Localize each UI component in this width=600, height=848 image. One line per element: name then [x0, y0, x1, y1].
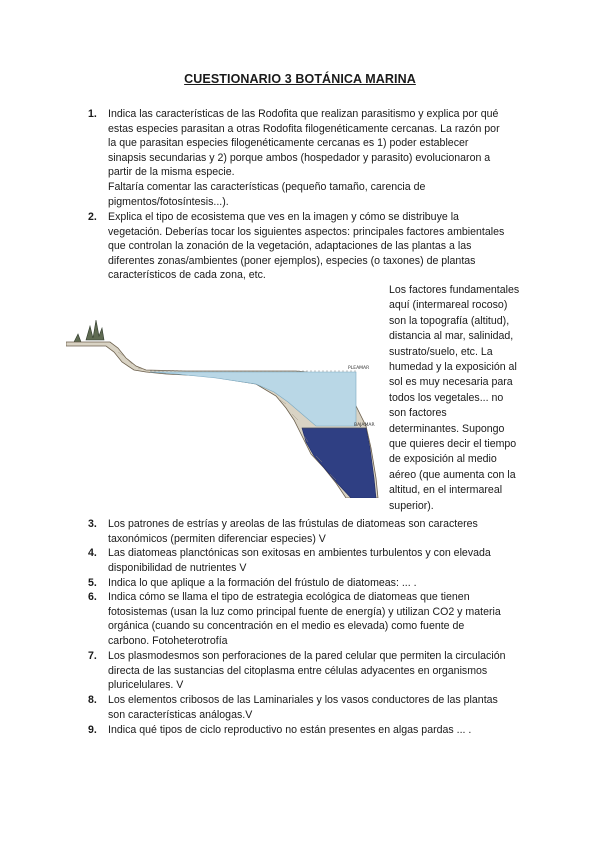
text-line: distancia al mar, salinidad, [389, 330, 514, 343]
question-1 [88, 107, 500, 209]
text-line: de exposición al medio [389, 453, 497, 466]
intertidal-figure [66, 308, 386, 498]
text-line: Los elementos cribosos de las Laminariales y los vasos conductores de las plantas [108, 694, 498, 706]
text-line: que quieres decir el tiempo [389, 438, 517, 451]
question-number: 4. [88, 547, 97, 559]
text-line: vegetación. Deberías tocar los siguientes aspectos: principales factores ambientales [108, 225, 505, 238]
text-line: sol es muy necesaria para [389, 376, 513, 389]
question-text [108, 517, 478, 546]
text-line: determinantes. Supongo [389, 422, 505, 435]
question-text [108, 649, 505, 693]
text-line: humedad y la exposición al [389, 361, 517, 374]
text-line: sustrato/suelo, etc. La [389, 345, 493, 358]
text-line: diferentes zonas/ambientes (poner ejemplos), especies (o taxones) de plantas [108, 254, 476, 267]
text-line: sinapsis secundarias y 2) porque ambos (hospedador y parasito) evolucionaron a [108, 151, 491, 164]
text-line: la que parasitan especies filogenéticamente cercanas es 1) poder establecer [108, 137, 469, 150]
text-line: característicos de cada zona, etc. [108, 269, 266, 282]
text-line: Indica las características de las Rodofita que realizan parasitismo y explica por qué [108, 108, 499, 120]
question-number: 5. [88, 577, 97, 589]
text-line: son factores [389, 407, 447, 420]
question-8 [88, 693, 498, 722]
teacher-comment [389, 283, 534, 514]
page-title: CUESTIONARIO 3 BOTÁNICA MARINA [184, 72, 416, 86]
text-line: fotosistemas (usan la luz como principal fuente de energía) y utilizan CO2 y materia [108, 605, 501, 618]
question-number: 6. [88, 591, 97, 603]
text-line: Indica qué tipos de ciclo reproductivo no están presentes en algas pardas ... . [108, 724, 472, 736]
question-text [108, 723, 471, 738]
text-line: Los patrones de estrías y areolas de las frústulas de diatomeas son caracteres [108, 518, 478, 530]
text-line: que controlan la zonación de la vegetación, adaptaciones de las plantas a las [108, 240, 472, 253]
intertidal-water [150, 372, 356, 426]
text-line: Indica lo que aplique a la formación del frústulo de diatomeas: ... . [108, 577, 417, 589]
text-line: directa de las sustancias del citoplasma entre células adyacentes en organismos [108, 664, 488, 677]
question-4 [88, 546, 491, 575]
text-line: son la topografía (altitud), [389, 314, 510, 327]
text-line: Indica cómo se llama el tipo de estrategia ecológica de diatomeas que tienen [108, 591, 470, 603]
text-line: son características análogas.V [108, 708, 253, 721]
text-line: orgánica (cuando su concentración en el medio es elevada) como fuente de [108, 620, 465, 633]
text-line: disponibilidad de nutrientes V [108, 561, 247, 574]
question-number: 8. [88, 694, 97, 706]
question-2 [88, 210, 504, 283]
text-line: pigmentos/fotosíntesis...). [108, 195, 229, 208]
text-line: altitud, en el intermareal [389, 484, 503, 497]
question-text [108, 107, 500, 209]
question-text [108, 546, 491, 575]
text-line: Explica el tipo de ecosistema que ves en la imagen y cómo se distribuye la [108, 211, 459, 223]
text-line: pluricelulares. V [108, 679, 184, 692]
question-7 [88, 649, 505, 693]
text-line: Los plasmodesmos son perforaciones de la pared celular que permiten la circulación [108, 650, 506, 662]
intertidal-diagram [66, 308, 386, 498]
text-line: taxonómicos (permiten diferenciar especies) V [108, 532, 326, 545]
question-text [108, 576, 417, 591]
low-tide-label: BAJAMAR [354, 423, 375, 428]
text-line: Faltaría comentar las características (pequeño tamaño, carencia de [108, 180, 426, 193]
question-5 [88, 576, 417, 591]
question-number: 2. [88, 211, 97, 223]
question-number: 3. [88, 518, 97, 530]
question-number: 9. [88, 724, 97, 736]
shrub-vegetation [74, 320, 104, 342]
question-6 [88, 590, 501, 648]
question-3 [88, 517, 478, 546]
question-text [108, 210, 504, 283]
question-text [108, 693, 498, 722]
question-text [108, 590, 501, 648]
text-line: Los factores fundamentales [389, 284, 520, 296]
question-number: 7. [88, 650, 97, 662]
text-line: aéreo (que aumenta con la [389, 468, 516, 481]
text-line: todos los vegetales... no [389, 391, 504, 404]
question-number: 1. [88, 108, 97, 120]
text-line: superior). [389, 499, 434, 512]
text-line: aquí (intermareal rocoso) [389, 299, 508, 312]
high-tide-label: PLEAMAR [348, 366, 370, 371]
question-9 [88, 723, 471, 738]
text-line: Las diatomeas planctónicas son exitosas en ambientes turbulentos y con elevada [108, 547, 491, 559]
text-line: estas especies parasitan a otras Rodofita filogenéticamente cercanas. La razón por [108, 122, 500, 135]
text-line: carbono. Fotoheterotrofía [108, 634, 228, 647]
text-line: partir de la misma especie. [108, 166, 235, 179]
